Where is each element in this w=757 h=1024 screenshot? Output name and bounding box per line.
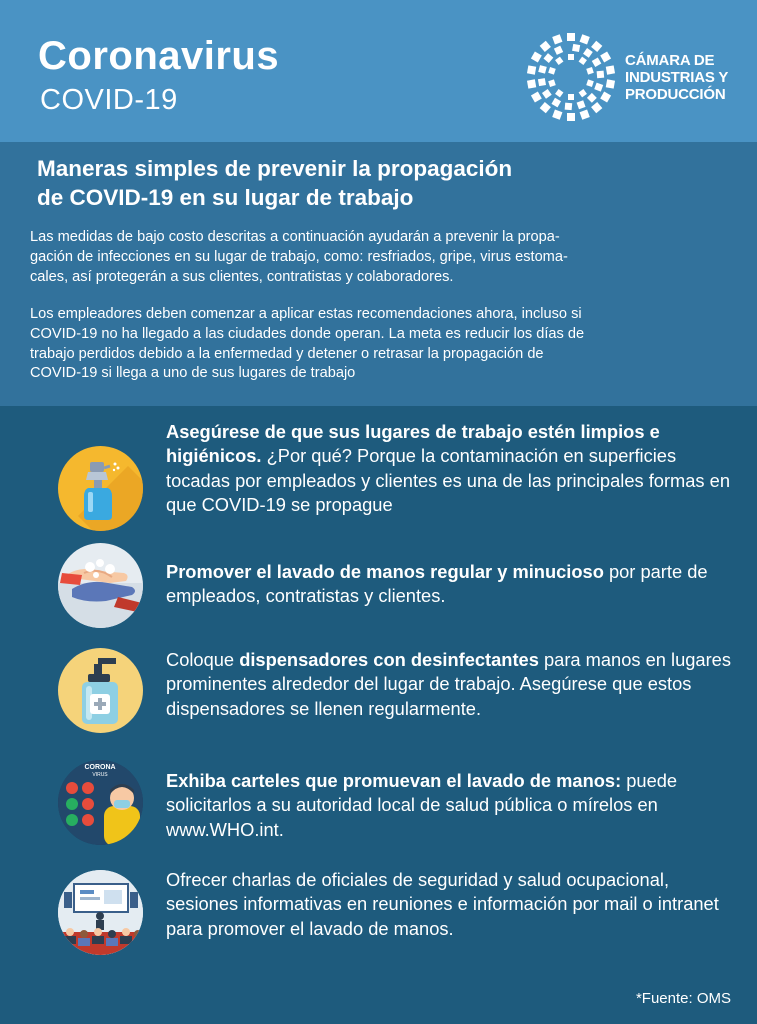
tip-body-posters: puede solicitarlos a su autoridad local de salud pública o mírelos en www.WHO.int. [166,770,678,840]
paragraph-line: COVID-19 si llega a uno de sus lugares de trabajo [30,365,356,382]
chamber-name-line-2: INDUSTRIAS Y [625,69,729,86]
hand-washing-icon [58,543,143,628]
paragraph-line: cales, así protegerán a sus clientes, contratistas y colaboradores. [30,268,454,285]
tip-text-talks [166,868,736,941]
tip-text-posters [166,769,736,842]
tip-body-cleaning: ¿Por qué? Porque la contaminación en superficies tocadas por empleados y clientes es una de las principales formas en que COVID-19 se propague [166,445,730,516]
sanitizer-dispenser-icon [58,648,143,733]
paragraph-line: COVID-19 no ha llegado a las ciudades donde operan. La meta es reducir los días de [30,325,585,342]
header-banner [0,0,757,142]
paragraph-line: gación de infecciones en su lugar de trabajo, como: resfriados, gripe, virus estoma- [30,248,568,265]
tip-body-talks: Ofrecer charlas de oficiales de seguridad y salud ocupacional, sesiones informativas en reuniones e información por mail o intranet para promover el lavado de manos. [166,869,719,939]
tip-bold-posters: Exhiba carteles que promuevan el lavado de manos: [166,770,622,791]
tip-text-handwashing [166,560,736,609]
tip-body-dispensers: para manos en lugares prominentes alrededor del lugar de trabajo. Asegúrese que estos dispensadores se llenen regularmente. [166,649,731,719]
tip-pre-dispensers: Coloque [166,649,240,670]
chamber-name-line-1: CÁMARA DE [625,52,715,69]
page-subtitle: COVID-19 [40,84,178,116]
chamber-logo-icon [526,32,616,122]
intro-paragraph-1 [30,228,730,287]
poster-icon [58,760,143,845]
chamber-name-line-3: PRODUCCIÓN [625,86,726,103]
intro-paragraph-2 [30,305,730,384]
tip-bold-cleaning: Asegúrese de que sus lugares de trabajo estén limpios e higiénicos. [166,421,660,467]
paragraph-line: trabajo perdidos debido a la enfermedad y detener o retrasar la propagación de [30,345,544,362]
tip-text-cleaning [166,420,736,518]
poster-subheading: VIRUS [92,772,108,778]
tip-bold-dispensers: dispensadores con desinfectantes [239,649,539,670]
spray-bottle-icon [58,446,143,531]
tip-bold-handwashing: Promover el lavado de manos regular y minucioso [166,561,604,582]
intro-heading-line-2: de COVID-19 en su lugar de trabajo [37,185,414,210]
poster-heading: CORONA [84,764,116,771]
tip-text-dispensers [166,648,736,721]
intro-heading-line-1: Maneras simples de prevenir la propagación [37,156,513,181]
source-note: *Fuente: OMS [635,990,731,1007]
intro-section [0,142,757,406]
paragraph-line: Las medidas de bajo costo descritas a continuación ayudarán a prevenir la propa- [30,229,560,245]
presentation-icon [58,870,143,955]
paragraph-line: Los empleadores deben comenzar a aplicar estas recomendaciones ahora, incluso si [30,306,582,322]
intro-heading [37,154,737,212]
page-title: Coronavirus [38,34,280,78]
chamber-name [625,52,728,103]
tip-body-handwashing: por parte de empleados, contratistas y clientes. [166,561,708,607]
